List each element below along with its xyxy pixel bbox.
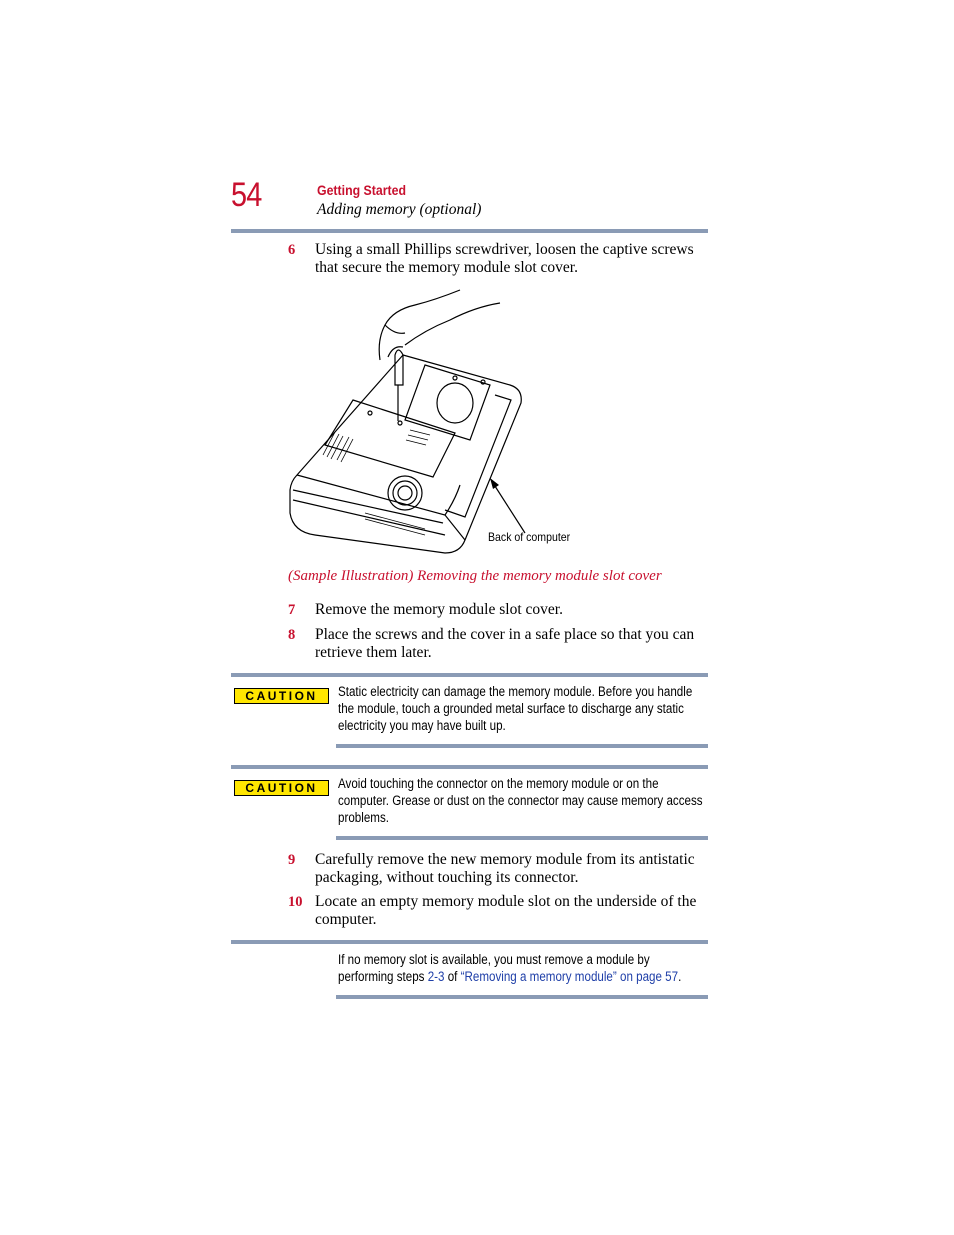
- figure-caption: (Sample Illustration) Removing the memory module slot cover: [288, 568, 662, 584]
- caution-badge: CAUTION: [234, 780, 329, 796]
- page-number: 54: [231, 176, 262, 214]
- caution-top-rule: [231, 673, 708, 677]
- step-number: 9: [288, 852, 296, 868]
- caution-text: Avoid touching the connector on the memory module or on the computer. Grease or dust on the connector may cause memory access problems.: [338, 776, 703, 825]
- step-number: 10: [288, 894, 303, 910]
- note-text: [338, 951, 708, 985]
- steps-link[interactable]: 2-3: [427, 969, 445, 984]
- section-title: Adding memory (optional): [317, 201, 482, 218]
- note-text-after: .: [678, 969, 682, 984]
- removing-memory-link[interactable]: “Removing a memory module” on page 57: [460, 969, 679, 984]
- header-rule: [231, 229, 708, 233]
- step-text: Place the screws and the cover in a safe place so that you can retrieve them later.: [315, 626, 695, 661]
- step-text: Locate an empty memory module slot on the underside of the computer.: [315, 893, 697, 928]
- figure-label: Back of computer: [488, 530, 571, 544]
- caution-top-rule: [231, 765, 708, 769]
- step-text: Carefully remove the new memory module from its antistatic packaging, without touching its connector.: [315, 851, 695, 886]
- note-bottom-rule: [336, 995, 708, 999]
- chapter-title: Getting Started: [317, 182, 406, 198]
- caution-badge: CAUTION: [234, 688, 329, 704]
- step-number: 8: [288, 627, 296, 643]
- step-text: Remove the memory module slot cover.: [315, 601, 563, 618]
- laptop-illustration: [285, 285, 535, 570]
- step-text: Using a small Phillips screwdriver, loosen the captive screws that secure the memory module slot cover.: [315, 241, 694, 276]
- note-text-middle: of: [444, 969, 461, 984]
- caution-bottom-rule: [336, 836, 708, 840]
- caution-text: Static electricity can damage the memory module. Before you handle the module, touch a grounded metal surface to discharge any static electricity you may have built up.: [338, 684, 693, 733]
- step-number: 6: [288, 242, 296, 258]
- note-top-rule: [231, 940, 708, 944]
- step-number: 7: [288, 602, 296, 618]
- note-text-before: If no memory slot is available, you must remove a module by performing steps: [338, 952, 650, 984]
- caution-bottom-rule: [336, 744, 708, 748]
